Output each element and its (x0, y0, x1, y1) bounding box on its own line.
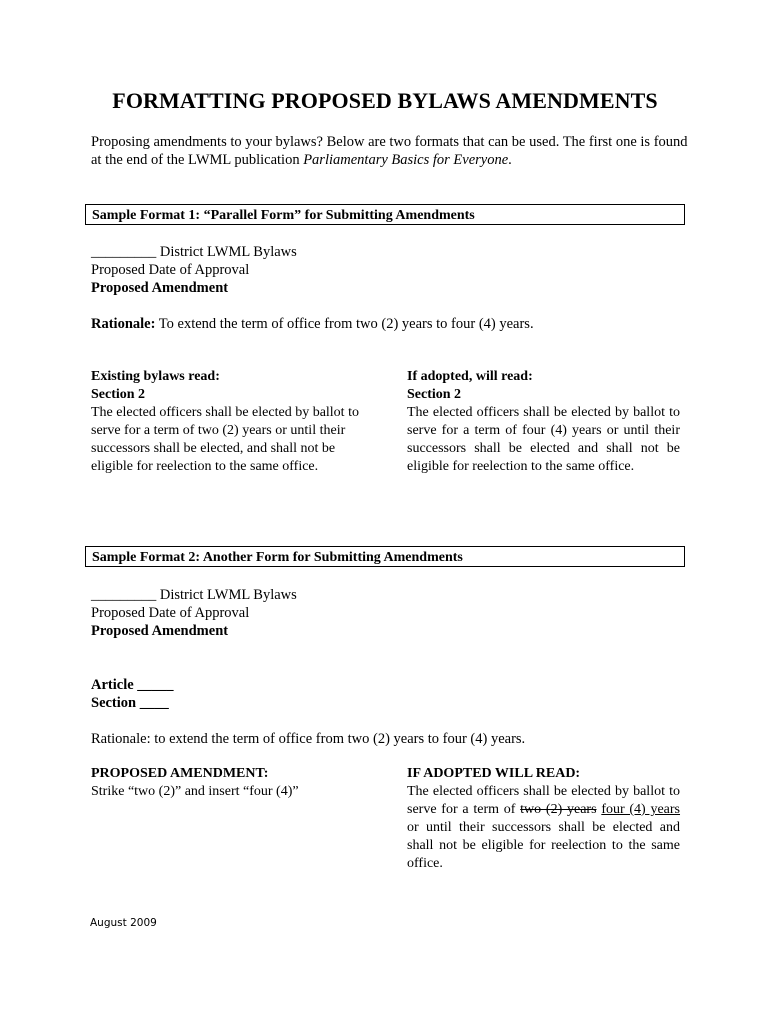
format2-date: Proposed Date of Approval (91, 605, 250, 621)
format1-adopted-section: Section 2 (407, 387, 462, 402)
publication-title: Parliamentary Basics for Everyone (303, 152, 509, 168)
format2-adopted-body-pre: The elected officers shall be elected by ballot to serve for a term of (407, 784, 680, 817)
format1-existing-body: The elected officers shall be elected by ballot to serve for a term of two (2) years or until their successors shall be elected, and shall not be eligible for reelection to the same office. (91, 405, 359, 474)
format2-rationale: Rationale: to extend the term of office from two (2) years to four (4) years. (91, 731, 526, 747)
format1-amendment: Proposed Amendment (91, 280, 229, 296)
format1-rationale-label: Rationale: (91, 316, 156, 332)
format1-date: Proposed Date of Approval (91, 262, 250, 278)
inserted-text: four (4) years (601, 802, 681, 817)
format2-article: Article _____ (91, 677, 174, 693)
intro-paragraph (91, 133, 691, 169)
intro-end: . (508, 152, 512, 168)
format1-rationale-text: To extend the term of office from two (2) years to four (4) years. (155, 316, 534, 332)
page-title: FORMATTING PROPOSED BYLAWS AMENDMENTS (112, 88, 658, 113)
format2-proposed-heading: PROPOSED AMENDMENT: (91, 766, 269, 781)
format2-proposed-column (91, 765, 359, 801)
footer-date: August 2009 (90, 917, 157, 929)
format2-adopted-body-post: or until their successors shall be elected and shall not be eligible for reelection to the same office. (407, 820, 680, 871)
intro-text: Proposing amendments to your bylaws? Below are two formats that can be used. The first one is found at the end of the LWML publication (91, 134, 688, 168)
format2-adopted-column (407, 765, 680, 873)
format1-rationale (91, 315, 534, 333)
format1-existing-section: Section 2 (91, 387, 146, 402)
format1-heading: Sample Format 1: “Parallel Form” for Submitting Amendments (85, 204, 685, 225)
format1-existing-column (91, 368, 359, 476)
format2-proposed-body: Strike “two (2)” and insert “four (4)” (91, 784, 299, 799)
format2-heading: Sample Format 2: Another Form for Submitting Amendments (85, 546, 685, 567)
format2-adopted-body (407, 783, 680, 873)
format2-adopted-heading: IF ADOPTED WILL READ: (407, 766, 581, 781)
struck-text: two (2) years (520, 802, 597, 817)
format1-adopted-heading: If adopted, will read: (407, 369, 533, 384)
format1-district: _________ District LWML Bylaws (91, 244, 297, 260)
format1-adopted-body: The elected officers shall be elected by ballot to serve for a term of four (4) years or until their successors shall be elected and shall not be eligible for reelection to the same office. (407, 405, 680, 474)
format2-amendment: Proposed Amendment (91, 623, 229, 639)
format1-adopted-column (407, 368, 680, 476)
format2-district: _________ District LWML Bylaws (91, 587, 297, 603)
format1-existing-heading: Existing bylaws read: (91, 369, 220, 384)
format2-section: Section ____ (91, 695, 169, 711)
